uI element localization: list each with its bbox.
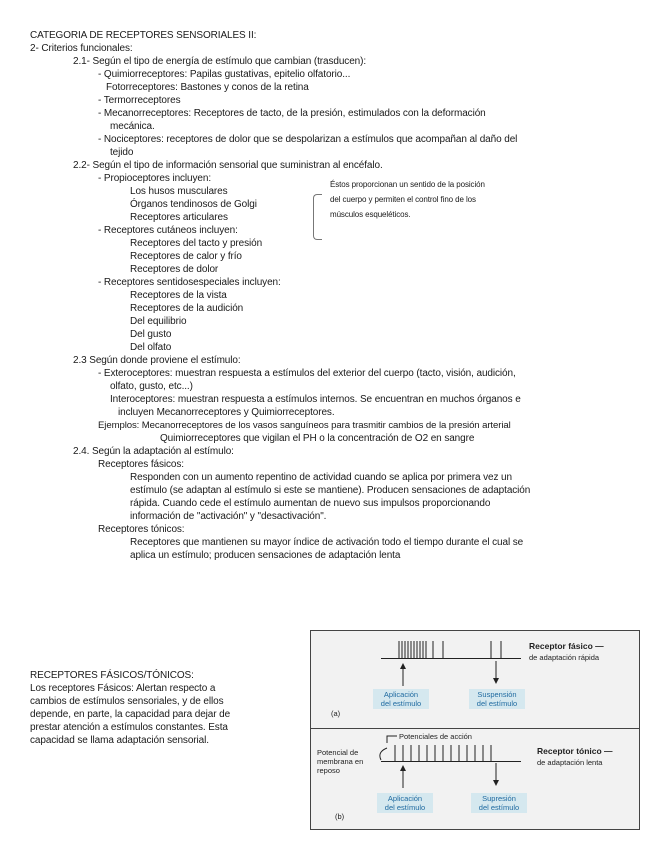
receptor-phasic-sub: de adaptación rápida bbox=[529, 653, 600, 662]
text-line: información de "activación" y "desactivación". bbox=[130, 511, 327, 522]
side-heading: RECEPTORES FÁSICOS/TÓNICOS: bbox=[30, 670, 194, 681]
caption-line: del estímulo bbox=[380, 699, 422, 708]
caption-line: Suspensión bbox=[477, 690, 517, 699]
text-line: Receptores de dolor bbox=[130, 264, 219, 275]
text-line: Receptores de la vista bbox=[130, 290, 227, 301]
panel-divider bbox=[311, 728, 639, 729]
text-line: aplica un estímulo; producen sensaciones de adaptación lenta bbox=[130, 550, 401, 561]
text-line: incluyen Mecanorreceptores y Quimiorreceptores. bbox=[118, 407, 335, 418]
caption-line: Aplicación bbox=[387, 794, 423, 803]
panel-label-b: (b) bbox=[335, 812, 345, 821]
caption-line: del estímulo bbox=[384, 803, 426, 812]
membrane-line: membrana en bbox=[317, 757, 364, 766]
text-line: 2.1- Según el tipo de energía de estímulo que cambian (trasducen): bbox=[73, 56, 367, 67]
text-line: Receptores tónicos: bbox=[98, 524, 185, 535]
text-line: estímulo (se adaptan al estímulo si este se mantiene). Producen sensaciones de adaptación bbox=[130, 485, 531, 496]
side-line: capacidad se llama adaptación sensorial. bbox=[30, 735, 209, 746]
bracket bbox=[313, 194, 322, 240]
text-line: Quimiorreceptores que vigilan el PH o la concentración de O2 en sangre bbox=[160, 433, 475, 444]
text-line: Ejemplos: Mecanorreceptores de los vasos sanguíneos para trasmitir cambios de la presión arterial bbox=[98, 420, 511, 431]
arrow-down-icon bbox=[491, 763, 501, 787]
arrow-down-icon bbox=[491, 661, 501, 685]
receptor-tonic-title: Receptor tónico — bbox=[537, 746, 613, 756]
side-line: prestar atención a estímulos constantes. Esta bbox=[30, 722, 228, 733]
panel-label-a: (a) bbox=[331, 709, 341, 718]
text-line: Receptores del tacto y presión bbox=[130, 238, 263, 249]
text-line: Receptores articulares bbox=[130, 212, 228, 223]
membrane-line: reposo bbox=[317, 766, 340, 775]
text-line: rápida. Cuando cede el estímulo aumentan de nuevo sus impulsos proporcionando bbox=[130, 498, 491, 509]
receptor-figure bbox=[310, 630, 640, 830]
caption-remove-a bbox=[469, 689, 525, 709]
caption-line: Aplicación bbox=[383, 690, 419, 699]
text-line: Fotorreceptores: Bastones y conos de la retina bbox=[106, 82, 309, 93]
text-line: 2.2- Según el tipo de información sensorial que suministran al encéfalo. bbox=[73, 160, 383, 171]
text-line: Receptores de la audición bbox=[130, 303, 244, 314]
text-line: 2- Criterios funcionales: bbox=[30, 43, 133, 54]
text-line: - Receptores cutáneos incluyen: bbox=[98, 225, 238, 236]
page-title: CATEGORIA DE RECEPTORES SENSORIALES II: bbox=[30, 30, 257, 41]
spike-train-b bbox=[381, 741, 521, 765]
text-line: Los husos musculares bbox=[130, 186, 228, 197]
text-line: - Propioceptores incluyen: bbox=[98, 173, 212, 184]
text-line: - Exteroceptores: muestran respuesta a estímulos del exterior del cuerpo (tacto, visión, audición, bbox=[98, 368, 516, 379]
text-line: tejido bbox=[110, 147, 134, 158]
text-line: - Quimiorreceptores: Papilas gustativas, epitelio olfatorio... bbox=[98, 69, 351, 80]
note-line: músculos esqueléticos. bbox=[330, 210, 411, 219]
text-line: - Receptores sentidosespeciales incluyen: bbox=[98, 277, 281, 288]
caption-line: del estímulo bbox=[476, 699, 518, 708]
text-line: olfato, gusto, etc...) bbox=[110, 381, 193, 392]
caption-apply-a bbox=[373, 689, 429, 709]
caption-line: Supresión bbox=[482, 794, 516, 803]
text-line: mecánica. bbox=[110, 121, 155, 132]
text-line: Del equilibrio bbox=[130, 316, 187, 327]
spike-train-a bbox=[381, 637, 521, 661]
caption-remove-b bbox=[471, 793, 527, 813]
text-line: Receptores de calor y frío bbox=[130, 251, 242, 262]
receptor-phasic-title: Receptor fásico — bbox=[529, 641, 604, 651]
side-line: Los receptores Fásicos: Alertan respecto a bbox=[30, 683, 216, 694]
text-line: Responden con un aumento repentino de actividad cuando se aplica por primera vez un bbox=[130, 472, 512, 483]
text-line: 2.4. Según la adaptación al estímulo: bbox=[73, 446, 234, 457]
text-line: - Mecanorreceptores: Receptores de tacto, de la presión, estimulados con la deformación bbox=[98, 108, 486, 119]
side-line: cambios de estímulos sensoriales, y de ellos bbox=[30, 696, 224, 707]
note-line: Éstos proporcionan un sentido de la posición bbox=[330, 180, 485, 189]
side-line: depende, en parte, la capacidad para dejar de bbox=[30, 709, 231, 720]
potentials-label: Potenciales de acción bbox=[399, 732, 472, 741]
text-line: Órganos tendinosos de Golgi bbox=[130, 199, 257, 210]
text-line: 2.3 Según donde proviene el estímulo: bbox=[73, 355, 241, 366]
text-line: - Nociceptores: receptores de dolor que se despolarizan a estímulos que acompañan al daño del bbox=[98, 134, 518, 145]
note-line: del cuerpo y permiten el control fino de los bbox=[330, 195, 476, 204]
text-line: Del olfato bbox=[130, 342, 172, 353]
text-line: Interoceptores: muestran respuesta a estímulos internos. Se encuentran en muchos órganos e bbox=[110, 394, 521, 405]
arrow-up-icon bbox=[398, 765, 408, 789]
text-line: Del gusto bbox=[130, 329, 172, 340]
arrow-up-icon bbox=[398, 663, 408, 687]
receptor-tonic-sub: de adaptación lenta bbox=[537, 758, 603, 767]
caption-line: del estímulo bbox=[478, 803, 520, 812]
text-line: Receptores fásicos: bbox=[98, 459, 184, 470]
caption-apply-b bbox=[377, 793, 433, 813]
text-line: Receptores que mantienen su mayor índice de activación todo el tiempo durante el cual se bbox=[130, 537, 524, 548]
text-line: - Termorreceptores bbox=[98, 95, 181, 106]
membrane-line: Potencial de bbox=[317, 748, 359, 757]
